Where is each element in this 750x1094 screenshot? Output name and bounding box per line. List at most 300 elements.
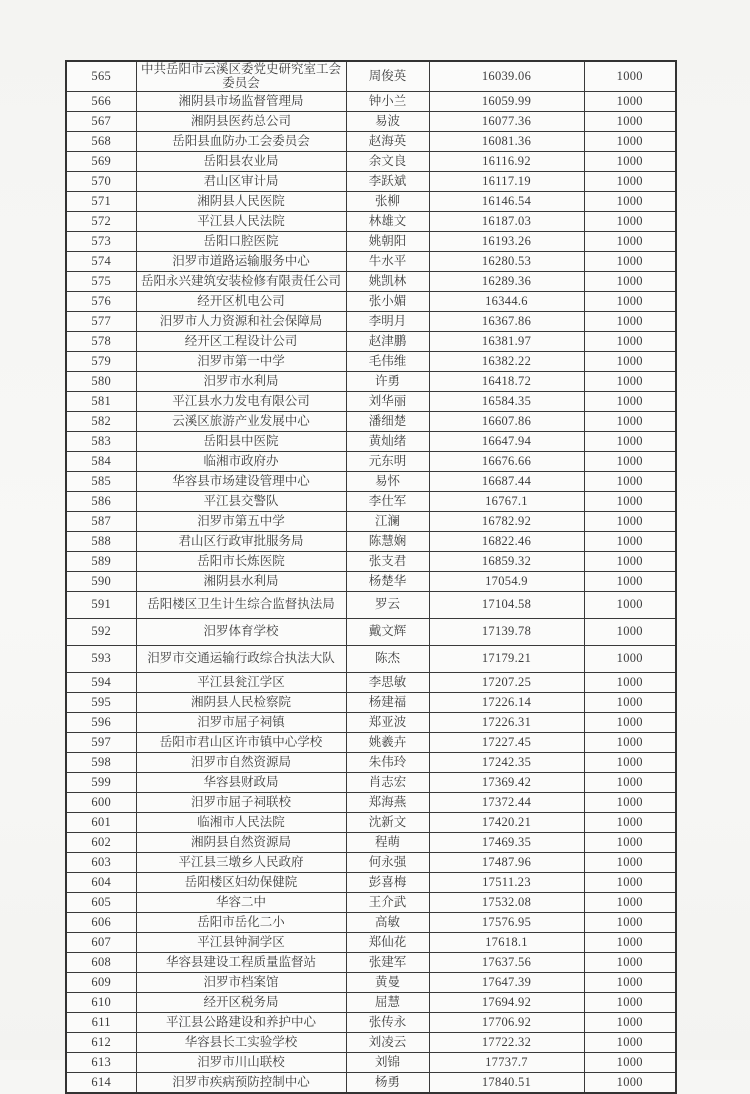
quota-cell: 1000 bbox=[584, 172, 676, 192]
person-name-cell: 张传永 bbox=[346, 1013, 429, 1033]
quota-cell: 1000 bbox=[584, 833, 676, 853]
quota-cell: 1000 bbox=[584, 232, 676, 252]
quota-cell: 1000 bbox=[584, 252, 676, 272]
amount-cell: 16116.92 bbox=[429, 152, 584, 172]
table-row bbox=[66, 873, 676, 893]
person-name-cell: 姚凯林 bbox=[346, 272, 429, 292]
amount-cell: 17054.9 bbox=[429, 572, 584, 592]
quota-cell: 1000 bbox=[584, 472, 676, 492]
table-row bbox=[66, 172, 676, 192]
amount-cell: 16676.66 bbox=[429, 452, 584, 472]
person-name-cell: 杨勇 bbox=[346, 1073, 429, 1094]
quota-cell: 1000 bbox=[584, 773, 676, 793]
quota-cell: 1000 bbox=[584, 793, 676, 813]
row-number-cell: 584 bbox=[66, 452, 136, 472]
table-row bbox=[66, 733, 676, 753]
person-name-cell: 元东明 bbox=[346, 452, 429, 472]
amount-cell: 17369.42 bbox=[429, 773, 584, 793]
row-number-cell: 600 bbox=[66, 793, 136, 813]
quota-cell: 1000 bbox=[584, 372, 676, 392]
table-row bbox=[66, 753, 676, 773]
quota-cell: 1000 bbox=[584, 292, 676, 312]
person-name-cell: 赵津鹏 bbox=[346, 332, 429, 352]
row-number-cell: 607 bbox=[66, 933, 136, 953]
quota-cell: 1000 bbox=[584, 512, 676, 532]
row-number-cell: 603 bbox=[66, 853, 136, 873]
org-name-cell: 平江县交警队 bbox=[136, 492, 346, 512]
quota-cell: 1000 bbox=[584, 693, 676, 713]
amount-cell: 17722.32 bbox=[429, 1033, 584, 1053]
person-name-cell: 戴文辉 bbox=[346, 619, 429, 646]
org-name-cell: 汨罗市第五中学 bbox=[136, 512, 346, 532]
table-row bbox=[66, 619, 676, 646]
amount-cell: 17372.44 bbox=[429, 793, 584, 813]
org-name-cell: 湘阴县人民检察院 bbox=[136, 693, 346, 713]
org-name-cell: 湘阴县水利局 bbox=[136, 572, 346, 592]
quota-cell: 1000 bbox=[584, 212, 676, 232]
person-name-cell: 郑仙花 bbox=[346, 933, 429, 953]
table-row bbox=[66, 432, 676, 452]
amount-cell: 17694.92 bbox=[429, 993, 584, 1013]
amount-cell: 16367.86 bbox=[429, 312, 584, 332]
person-name-cell: 罗云 bbox=[346, 592, 429, 619]
person-name-cell: 肖志宏 bbox=[346, 773, 429, 793]
quota-cell: 1000 bbox=[584, 61, 676, 92]
quota-cell: 1000 bbox=[584, 352, 676, 372]
org-name-cell: 君山区行政审批服务局 bbox=[136, 532, 346, 552]
org-name-cell: 华容县市场建设管理中心 bbox=[136, 472, 346, 492]
org-name-cell: 平江县水力发电有限公司 bbox=[136, 392, 346, 412]
org-name-cell: 汨罗市屈子祠镇 bbox=[136, 713, 346, 733]
person-name-cell: 刘华丽 bbox=[346, 392, 429, 412]
amount-cell: 16607.86 bbox=[429, 412, 584, 432]
table-row bbox=[66, 352, 676, 372]
org-name-cell: 汨罗市人力资源和社会保障局 bbox=[136, 312, 346, 332]
amount-cell: 16584.35 bbox=[429, 392, 584, 412]
person-name-cell: 黄灿绪 bbox=[346, 432, 429, 452]
person-name-cell: 毛伟维 bbox=[346, 352, 429, 372]
amount-cell: 17179.21 bbox=[429, 646, 584, 673]
amount-cell: 17226.31 bbox=[429, 713, 584, 733]
person-name-cell: 余文良 bbox=[346, 152, 429, 172]
org-name-cell: 华容二中 bbox=[136, 893, 346, 913]
row-number-cell: 569 bbox=[66, 152, 136, 172]
table-row bbox=[66, 673, 676, 693]
amount-cell: 16289.36 bbox=[429, 272, 584, 292]
org-name-cell: 岳阳楼区妇幼保健院 bbox=[136, 873, 346, 893]
quota-cell: 1000 bbox=[584, 813, 676, 833]
row-number-cell: 575 bbox=[66, 272, 136, 292]
person-name-cell: 李跃斌 bbox=[346, 172, 429, 192]
amount-cell: 17637.56 bbox=[429, 953, 584, 973]
table-row bbox=[66, 1013, 676, 1033]
amount-cell: 17737.7 bbox=[429, 1053, 584, 1073]
table-row bbox=[66, 773, 676, 793]
amount-cell: 17532.08 bbox=[429, 893, 584, 913]
person-name-cell: 屈慧 bbox=[346, 993, 429, 1013]
amount-cell: 17227.45 bbox=[429, 733, 584, 753]
org-name-cell: 君山区审计局 bbox=[136, 172, 346, 192]
person-name-cell: 张小媚 bbox=[346, 292, 429, 312]
row-number-cell: 567 bbox=[66, 112, 136, 132]
person-name-cell: 黄曼 bbox=[346, 973, 429, 993]
amount-cell: 16280.53 bbox=[429, 252, 584, 272]
person-name-cell: 牛水平 bbox=[346, 252, 429, 272]
org-name-cell: 岳阳县中医院 bbox=[136, 432, 346, 452]
person-name-cell: 朱伟玲 bbox=[346, 753, 429, 773]
row-number-cell: 613 bbox=[66, 1053, 136, 1073]
table-row bbox=[66, 392, 676, 412]
row-number-cell: 599 bbox=[66, 773, 136, 793]
amount-cell: 17647.39 bbox=[429, 973, 584, 993]
quota-cell: 1000 bbox=[584, 673, 676, 693]
amount-cell: 17207.25 bbox=[429, 673, 584, 693]
quota-cell: 1000 bbox=[584, 332, 676, 352]
table-row bbox=[66, 132, 676, 152]
table-row bbox=[66, 592, 676, 619]
quota-cell: 1000 bbox=[584, 933, 676, 953]
row-number-cell: 586 bbox=[66, 492, 136, 512]
table-row bbox=[66, 212, 676, 232]
org-name-cell: 岳阳县农业局 bbox=[136, 152, 346, 172]
table-row bbox=[66, 412, 676, 432]
org-name-cell: 岳阳市岳化二小 bbox=[136, 913, 346, 933]
amount-cell: 17487.96 bbox=[429, 853, 584, 873]
table-row bbox=[66, 572, 676, 592]
org-name-cell: 汨罗市档案馆 bbox=[136, 973, 346, 993]
person-name-cell: 姚朝阳 bbox=[346, 232, 429, 252]
row-number-cell: 568 bbox=[66, 132, 136, 152]
amount-cell: 16767.1 bbox=[429, 492, 584, 512]
table-row bbox=[66, 933, 676, 953]
quota-cell: 1000 bbox=[584, 312, 676, 332]
org-name-cell: 华容县长工实验学校 bbox=[136, 1033, 346, 1053]
amount-cell: 17618.1 bbox=[429, 933, 584, 953]
quota-cell: 1000 bbox=[584, 993, 676, 1013]
org-name-cell: 平江县钟洞学区 bbox=[136, 933, 346, 953]
row-number-cell: 611 bbox=[66, 1013, 136, 1033]
table-row bbox=[66, 112, 676, 132]
quota-cell: 1000 bbox=[584, 1013, 676, 1033]
row-number-cell: 572 bbox=[66, 212, 136, 232]
amount-cell: 16187.03 bbox=[429, 212, 584, 232]
amount-cell: 16117.19 bbox=[429, 172, 584, 192]
quota-cell: 1000 bbox=[584, 1053, 676, 1073]
quota-cell: 1000 bbox=[584, 753, 676, 773]
table-row bbox=[66, 646, 676, 673]
person-name-cell: 张柳 bbox=[346, 192, 429, 212]
quota-cell: 1000 bbox=[584, 619, 676, 646]
org-name-cell: 经开区机电公司 bbox=[136, 292, 346, 312]
table-row bbox=[66, 61, 676, 92]
row-number-cell: 587 bbox=[66, 512, 136, 532]
row-number-cell: 585 bbox=[66, 472, 136, 492]
amount-cell: 16782.92 bbox=[429, 512, 584, 532]
person-name-cell: 郑亚波 bbox=[346, 713, 429, 733]
table-row bbox=[66, 532, 676, 552]
quota-cell: 1000 bbox=[584, 572, 676, 592]
person-name-cell: 何永强 bbox=[346, 853, 429, 873]
person-name-cell: 杨建福 bbox=[346, 693, 429, 713]
table-row bbox=[66, 793, 676, 813]
row-number-cell: 592 bbox=[66, 619, 136, 646]
row-number-cell: 594 bbox=[66, 673, 136, 693]
quota-cell: 1000 bbox=[584, 913, 676, 933]
payment-roster-table bbox=[65, 60, 677, 1094]
table-row bbox=[66, 152, 676, 172]
row-number-cell: 601 bbox=[66, 813, 136, 833]
row-number-cell: 612 bbox=[66, 1033, 136, 1053]
quota-cell: 1000 bbox=[584, 152, 676, 172]
row-number-cell: 566 bbox=[66, 92, 136, 112]
person-name-cell: 周俊英 bbox=[346, 61, 429, 92]
person-name-cell: 刘凌云 bbox=[346, 1033, 429, 1053]
quota-cell: 1000 bbox=[584, 272, 676, 292]
org-name-cell: 岳阳县血防办工会委员会 bbox=[136, 132, 346, 152]
amount-cell: 17139.78 bbox=[429, 619, 584, 646]
row-number-cell: 577 bbox=[66, 312, 136, 332]
person-name-cell: 高敏 bbox=[346, 913, 429, 933]
quota-cell: 1000 bbox=[584, 552, 676, 572]
table-row bbox=[66, 292, 676, 312]
table-row bbox=[66, 953, 676, 973]
org-name-cell: 汨罗市川山联校 bbox=[136, 1053, 346, 1073]
org-name-cell: 汨罗市屈子祠联校 bbox=[136, 793, 346, 813]
payment-roster-table-body bbox=[66, 61, 676, 1093]
person-name-cell: 彭喜梅 bbox=[346, 873, 429, 893]
row-number-cell: 571 bbox=[66, 192, 136, 212]
org-name-cell: 汨罗体育学校 bbox=[136, 619, 346, 646]
quota-cell: 1000 bbox=[584, 893, 676, 913]
amount-cell: 17706.92 bbox=[429, 1013, 584, 1033]
person-name-cell: 李仕军 bbox=[346, 492, 429, 512]
row-number-cell: 605 bbox=[66, 893, 136, 913]
person-name-cell: 程萌 bbox=[346, 833, 429, 853]
row-number-cell: 581 bbox=[66, 392, 136, 412]
table-row bbox=[66, 1053, 676, 1073]
org-name-cell: 湘阴县医药总公司 bbox=[136, 112, 346, 132]
person-name-cell: 张支君 bbox=[346, 552, 429, 572]
table-row bbox=[66, 913, 676, 933]
person-name-cell: 易波 bbox=[346, 112, 429, 132]
org-name-cell: 平江县三墩乡人民政府 bbox=[136, 853, 346, 873]
person-name-cell: 李明月 bbox=[346, 312, 429, 332]
table-row bbox=[66, 272, 676, 292]
amount-cell: 16077.36 bbox=[429, 112, 584, 132]
table-row bbox=[66, 1033, 676, 1053]
table-row bbox=[66, 332, 676, 352]
amount-cell: 17420.21 bbox=[429, 813, 584, 833]
org-name-cell: 中共岳阳市云溪区委党史研究室工会委员会 bbox=[136, 61, 346, 92]
org-name-cell: 岳阳永兴建筑安装检修有限责任公司 bbox=[136, 272, 346, 292]
amount-cell: 17469.35 bbox=[429, 833, 584, 853]
amount-cell: 16418.72 bbox=[429, 372, 584, 392]
person-name-cell: 赵海英 bbox=[346, 132, 429, 152]
org-name-cell: 经开区工程设计公司 bbox=[136, 332, 346, 352]
row-number-cell: 589 bbox=[66, 552, 136, 572]
row-number-cell: 580 bbox=[66, 372, 136, 392]
amount-cell: 16647.94 bbox=[429, 432, 584, 452]
amount-cell: 17104.58 bbox=[429, 592, 584, 619]
table-row bbox=[66, 252, 676, 272]
org-name-cell: 湘阴县市场监督管理局 bbox=[136, 92, 346, 112]
person-name-cell: 王介武 bbox=[346, 893, 429, 913]
table-row bbox=[66, 853, 676, 873]
org-name-cell: 平江县瓮江学区 bbox=[136, 673, 346, 693]
person-name-cell: 李思敏 bbox=[346, 673, 429, 693]
person-name-cell: 潘细楚 bbox=[346, 412, 429, 432]
org-name-cell: 岳阳口腔医院 bbox=[136, 232, 346, 252]
row-number-cell: 576 bbox=[66, 292, 136, 312]
org-name-cell: 湘阴县人民医院 bbox=[136, 192, 346, 212]
row-number-cell: 597 bbox=[66, 733, 136, 753]
org-name-cell: 汨罗市道路运输服务中心 bbox=[136, 252, 346, 272]
quota-cell: 1000 bbox=[584, 92, 676, 112]
table-row bbox=[66, 693, 676, 713]
amount-cell: 17840.51 bbox=[429, 1073, 584, 1094]
amount-cell: 16039.06 bbox=[429, 61, 584, 92]
quota-cell: 1000 bbox=[584, 713, 676, 733]
org-name-cell: 汨罗市疾病预防控制中心 bbox=[136, 1073, 346, 1094]
org-name-cell: 经开区税务局 bbox=[136, 993, 346, 1013]
org-name-cell: 临湘市政府办 bbox=[136, 452, 346, 472]
quota-cell: 1000 bbox=[584, 132, 676, 152]
quota-cell: 1000 bbox=[584, 492, 676, 512]
quota-cell: 1000 bbox=[584, 873, 676, 893]
person-name-cell: 易怀 bbox=[346, 472, 429, 492]
amount-cell: 16859.32 bbox=[429, 552, 584, 572]
table-row bbox=[66, 452, 676, 472]
row-number-cell: 606 bbox=[66, 913, 136, 933]
amount-cell: 16081.36 bbox=[429, 132, 584, 152]
amount-cell: 16059.99 bbox=[429, 92, 584, 112]
row-number-cell: 608 bbox=[66, 953, 136, 973]
table-row bbox=[66, 833, 676, 853]
org-name-cell: 汨罗市自然资源局 bbox=[136, 753, 346, 773]
quota-cell: 1000 bbox=[584, 412, 676, 432]
row-number-cell: 570 bbox=[66, 172, 136, 192]
quota-cell: 1000 bbox=[584, 112, 676, 132]
quota-cell: 1000 bbox=[584, 432, 676, 452]
row-number-cell: 610 bbox=[66, 993, 136, 1013]
org-name-cell: 云溪区旅游产业发展中心 bbox=[136, 412, 346, 432]
row-number-cell: 595 bbox=[66, 693, 136, 713]
quota-cell: 1000 bbox=[584, 973, 676, 993]
amount-cell: 16382.22 bbox=[429, 352, 584, 372]
org-name-cell: 汨罗市交通运输行政综合执法大队 bbox=[136, 646, 346, 673]
org-name-cell: 华容县财政局 bbox=[136, 773, 346, 793]
row-number-cell: 609 bbox=[66, 973, 136, 993]
table-row bbox=[66, 92, 676, 112]
table-row bbox=[66, 893, 676, 913]
table-row bbox=[66, 552, 676, 572]
amount-cell: 16344.6 bbox=[429, 292, 584, 312]
row-number-cell: 574 bbox=[66, 252, 136, 272]
org-name-cell: 岳阳楼区卫生计生综合监督执法局 bbox=[136, 592, 346, 619]
quota-cell: 1000 bbox=[584, 532, 676, 552]
row-number-cell: 593 bbox=[66, 646, 136, 673]
row-number-cell: 573 bbox=[66, 232, 136, 252]
amount-cell: 16381.97 bbox=[429, 332, 584, 352]
table-row bbox=[66, 492, 676, 512]
quota-cell: 1000 bbox=[584, 853, 676, 873]
quota-cell: 1000 bbox=[584, 592, 676, 619]
person-name-cell: 郑海燕 bbox=[346, 793, 429, 813]
quota-cell: 1000 bbox=[584, 192, 676, 212]
org-name-cell: 临湘市人民法院 bbox=[136, 813, 346, 833]
quota-cell: 1000 bbox=[584, 452, 676, 472]
row-number-cell: 578 bbox=[66, 332, 136, 352]
row-number-cell: 598 bbox=[66, 753, 136, 773]
person-name-cell: 林雄文 bbox=[346, 212, 429, 232]
table-row bbox=[66, 813, 676, 833]
quota-cell: 1000 bbox=[584, 733, 676, 753]
person-name-cell: 许勇 bbox=[346, 372, 429, 392]
amount-cell: 16193.26 bbox=[429, 232, 584, 252]
amount-cell: 16146.54 bbox=[429, 192, 584, 212]
org-name-cell: 汨罗市水利局 bbox=[136, 372, 346, 392]
person-name-cell: 沈新文 bbox=[346, 813, 429, 833]
org-name-cell: 湘阴县自然资源局 bbox=[136, 833, 346, 853]
row-number-cell: 590 bbox=[66, 572, 136, 592]
table-row bbox=[66, 472, 676, 492]
table-row bbox=[66, 1073, 676, 1094]
person-name-cell: 刘锦 bbox=[346, 1053, 429, 1073]
row-number-cell: 588 bbox=[66, 532, 136, 552]
person-name-cell: 杨楚华 bbox=[346, 572, 429, 592]
row-number-cell: 565 bbox=[66, 61, 136, 92]
table-row bbox=[66, 713, 676, 733]
amount-cell: 16687.44 bbox=[429, 472, 584, 492]
row-number-cell: 582 bbox=[66, 412, 136, 432]
org-name-cell: 汨罗市第一中学 bbox=[136, 352, 346, 372]
table-row bbox=[66, 973, 676, 993]
org-name-cell: 平江县公路建设和养护中心 bbox=[136, 1013, 346, 1033]
org-name-cell: 华容县建设工程质量监督站 bbox=[136, 953, 346, 973]
row-number-cell: 591 bbox=[66, 592, 136, 619]
quota-cell: 1000 bbox=[584, 1033, 676, 1053]
quota-cell: 1000 bbox=[584, 646, 676, 673]
person-name-cell: 陈慧娴 bbox=[346, 532, 429, 552]
quota-cell: 1000 bbox=[584, 392, 676, 412]
row-number-cell: 596 bbox=[66, 713, 136, 733]
person-name-cell: 陈杰 bbox=[346, 646, 429, 673]
table-row bbox=[66, 512, 676, 532]
table-row bbox=[66, 312, 676, 332]
person-name-cell: 姚羲卉 bbox=[346, 733, 429, 753]
org-name-cell: 岳阳市长炼医院 bbox=[136, 552, 346, 572]
amount-cell: 17511.23 bbox=[429, 873, 584, 893]
person-name-cell: 江澜 bbox=[346, 512, 429, 532]
person-name-cell: 张建军 bbox=[346, 953, 429, 973]
table-row bbox=[66, 993, 676, 1013]
row-number-cell: 604 bbox=[66, 873, 136, 893]
row-number-cell: 614 bbox=[66, 1073, 136, 1094]
quota-cell: 1000 bbox=[584, 1073, 676, 1094]
row-number-cell: 602 bbox=[66, 833, 136, 853]
row-number-cell: 579 bbox=[66, 352, 136, 372]
table-row bbox=[66, 232, 676, 252]
amount-cell: 16822.46 bbox=[429, 532, 584, 552]
amount-cell: 17226.14 bbox=[429, 693, 584, 713]
table-row bbox=[66, 372, 676, 392]
amount-cell: 17576.95 bbox=[429, 913, 584, 933]
org-name-cell: 平江县人民法院 bbox=[136, 212, 346, 232]
person-name-cell: 钟小兰 bbox=[346, 92, 429, 112]
amount-cell: 17242.35 bbox=[429, 753, 584, 773]
quota-cell: 1000 bbox=[584, 953, 676, 973]
table-row bbox=[66, 192, 676, 212]
